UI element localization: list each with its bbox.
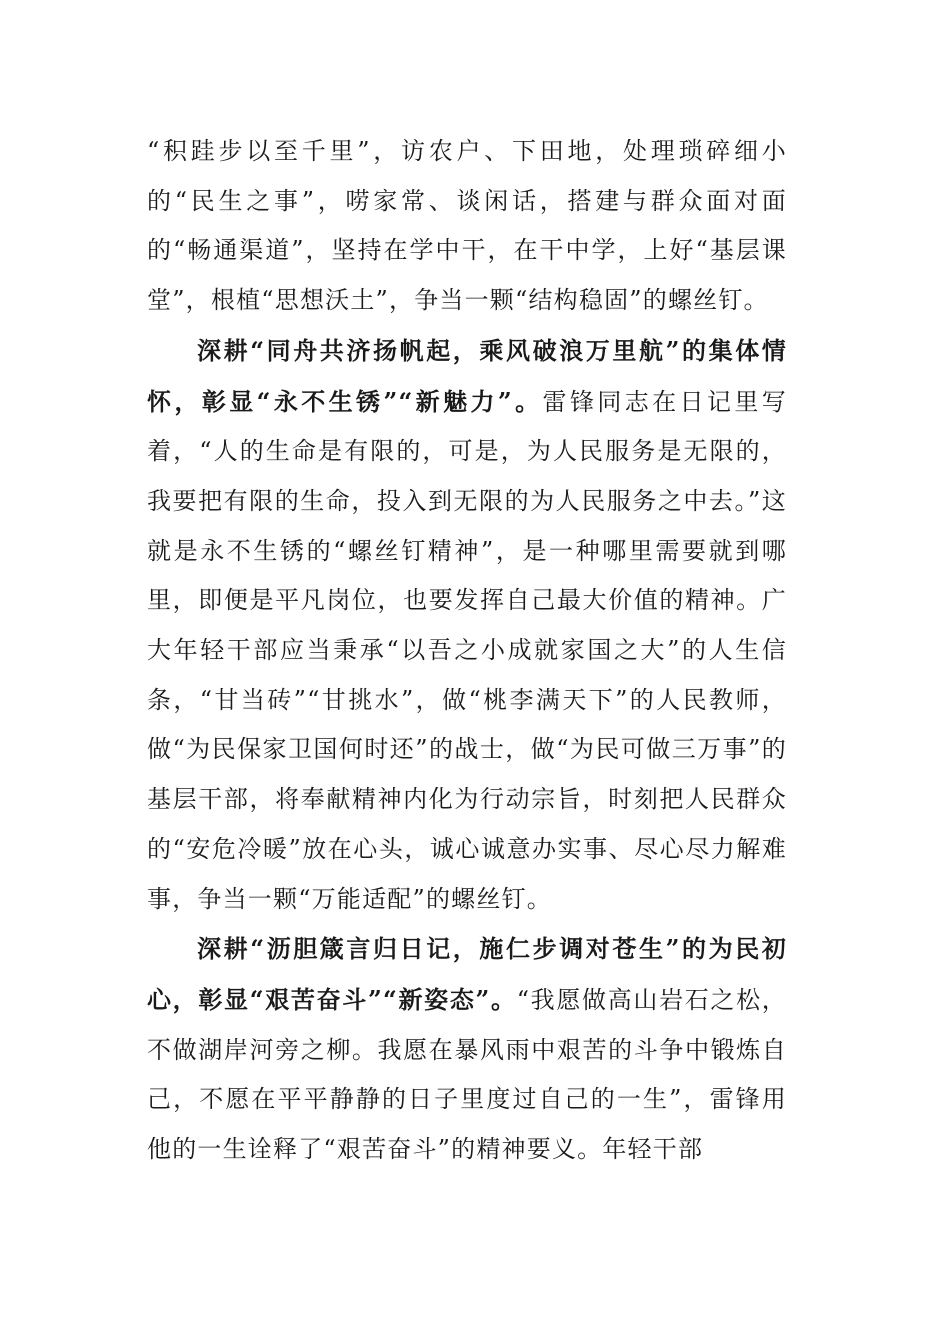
- paragraph-3-heading: 深耕“沥胆箴言归日记，施仁步调对苍生”的为民初心，彰显“艰苦奋斗”“新姿态”。: [147, 934, 787, 1014]
- paragraph-2: [147, 326, 787, 924]
- paragraph-1-text: “积跬步以至千里”，访农户、下田地，处理琐碎细小的“民生之事”，唠家常、谈闲话，搭建与群众面对面的“畅通渠道”，坚持在学中干，在干中学，上好“基层课堂”，根植“思想沃土”，争当一颗“结构稳固”的螺丝钉。: [147, 137, 787, 315]
- paragraph-1: [147, 126, 787, 326]
- document-body: [147, 126, 787, 1175]
- paragraph-2-text: 雷锋同志在日记里写着，“人的生命是有限的，可是，为人民服务是无限的，我要把有限的生命，投入到无限的为人民服务之中去。”这就是永不生锈的“螺丝钉精神”，是一种哪里需要就到哪里，即便是平凡岗位，也要发挥自己最大价值的精神。广大年轻干部应当秉承“以吾之小成就家国之大”的人生信条，“甘当砖”“甘挑水”，做“桃李满天下”的人民教师，做“为民保家卫国何时还”的战士，做“为民可做三万事”的基层干部，将奉献精神内化为行动宗旨，时刻把人民群众的“安危冷暖”放在心头，诚心诚意办实事、尽心尽力解难事，争当一颗“万能适配”的螺丝钉。: [147, 387, 787, 913]
- paragraph-2-heading: 深耕“同舟共济扬帆起，乘风破浪万里航”的集体情怀，彰显“永不生锈”“新魅力”。: [147, 335, 787, 416]
- paragraph-3-text: “我愿做高山岩石之松，不做湖岸河旁之柳。我愿在暴风雨中艰苦的斗争中锻炼自己，不愿在平平静静的日子里度过自己的一生”，雷锋用他的一生诠释了“艰苦奋斗”的精神要义。年轻干部: [147, 985, 787, 1164]
- paragraph-3: [147, 924, 787, 1175]
